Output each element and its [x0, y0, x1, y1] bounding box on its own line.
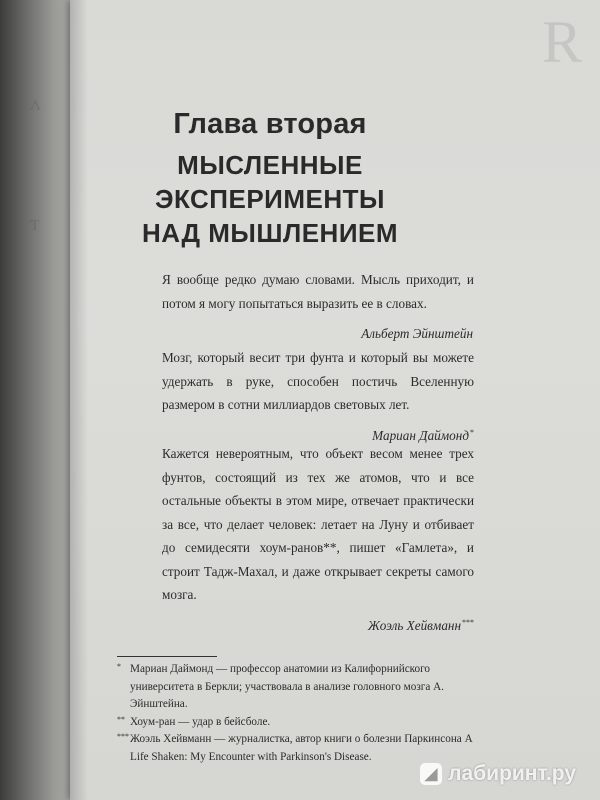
- epigraph-1: [162, 268, 474, 346]
- epigraph-2: [162, 346, 474, 447]
- epigraph-3: [162, 442, 474, 637]
- footnote-mark: *: [470, 427, 474, 437]
- footnote-marker: *: [117, 662, 121, 671]
- footnote-marker: ***: [117, 732, 129, 741]
- chapter-title: [110, 148, 430, 250]
- footnote: [117, 661, 477, 714]
- footnote: [117, 731, 477, 766]
- footnotes: [117, 656, 477, 766]
- watermark-logo-icon: ◢: [420, 763, 442, 785]
- previous-page-edge: ᴧ т: [0, 0, 72, 800]
- epigraph-author: Жоэль Хейвманн***: [367, 617, 474, 633]
- watermark-text: лабиринт.ру: [448, 762, 576, 785]
- footnote-mark: ***: [462, 617, 474, 627]
- epigraph-author: Мариан Даймонд*: [372, 427, 474, 443]
- chapter-label: Глава вторая: [173, 108, 367, 140]
- footnote-text: Хоум-ран — удар в бейсболе.: [130, 715, 271, 728]
- watermark: [420, 762, 576, 786]
- epigraph-text: Кажется невероятным, что объект весом менее трех фунтов, состоящий из тех же атомов, что и все остальные объекты в этом мире, отвечает практически за все, что делает человек: летает на Луну и отбивает до семидесяти хоум-ранов**, пишет «Гамлета», и строит Тадж-Махал, и даже открывает секреты самого мозга.: [162, 446, 474, 602]
- epigraph-text: Мозг, который весит три фунта и который вы можете удержать в руке, способен постичь Вселенную размером в сотни миллиардов световых лет.: [162, 350, 474, 412]
- footnote-text: Жоэль Хейвманн — журналистка, автор книги о болезни Паркинсона A Life Shaken: My Encounter with Parkinson's Disease.: [130, 733, 473, 763]
- footnote-text: Мариан Даймонд — профессор анатомии из Калифорнийского университета в Беркли; участвовала в анализе головного мозга А. Эйнштейна.: [130, 663, 444, 710]
- chapter-title-line: НАД МЫШЛЕНИЕМ: [141, 218, 399, 248]
- bleed-through-letter: R: [541, 9, 582, 75]
- footnote-divider: [117, 656, 217, 657]
- epigraph-text: Я вообще редко думаю словами. Мысль приходит, и потом я могу попытаться выразить ее в словах.: [162, 272, 474, 311]
- chapter-title-line: МЫСЛЕННЫЕ: [177, 150, 363, 180]
- footnote: [117, 714, 477, 732]
- epigraph-author: Альберт Эйнштейн: [361, 326, 473, 341]
- chapter-title-line: ЭКСПЕРИМЕНТЫ: [155, 184, 385, 214]
- footnote-marker: **: [117, 714, 125, 724]
